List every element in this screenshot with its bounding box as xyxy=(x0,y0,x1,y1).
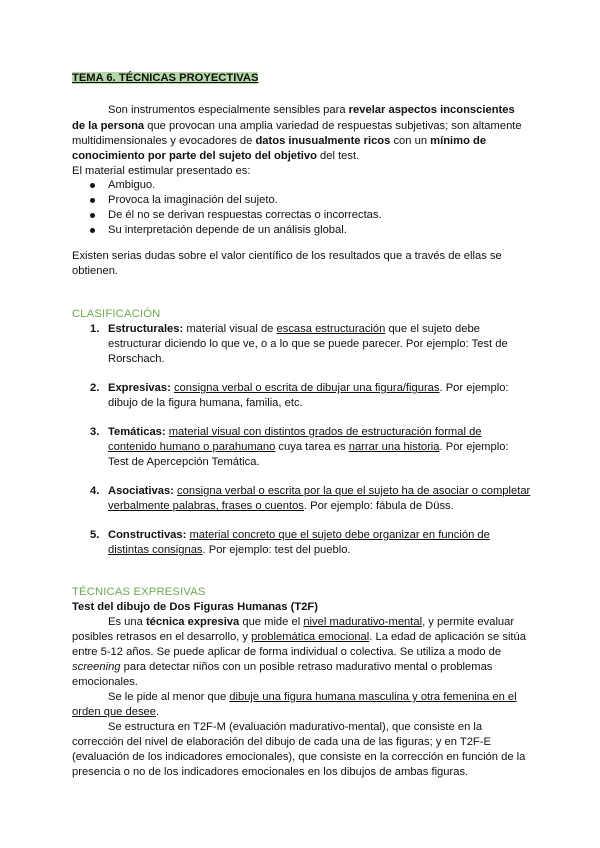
text-span: Asociativas: xyxy=(108,485,174,497)
text-span: orden que desee xyxy=(72,706,156,718)
intro-line-4 xyxy=(72,149,359,163)
text-span: revelar aspectos inconscientes xyxy=(348,104,515,116)
section-heading-clasificacion: CLASIFICACIÓN xyxy=(72,308,161,320)
text-span: escasa estructuración xyxy=(276,323,386,335)
text-span: Se le pide al menor que xyxy=(108,691,230,703)
text-span: Son instrumentos especialmente sensibles para xyxy=(108,104,349,116)
text-span: mínimo de xyxy=(430,135,487,147)
t2f-p1-line-1 xyxy=(108,615,514,629)
section-heading-tecnicas-expresivas: TÉCNICAS EXPRESIVAS xyxy=(72,586,206,598)
intro-line-2 xyxy=(72,119,522,133)
text-span: contenido humano o parahumano xyxy=(108,441,276,453)
text-span: de la persona xyxy=(72,120,145,132)
text-span: . Por ejemplo: fábula de Düss. xyxy=(303,500,454,512)
bullet-dot xyxy=(90,183,95,188)
text-span: que el sujeto debe xyxy=(385,323,480,335)
text-span: cuya tarea es xyxy=(275,441,349,453)
bullet-dot xyxy=(90,213,95,218)
text-span: con un xyxy=(390,135,431,147)
text-span: que mide el xyxy=(239,616,304,628)
intro-line-1 xyxy=(108,103,515,117)
text-span: dibuje una figura humana masculina y otra femenina en el xyxy=(229,691,517,703)
list-item-2-line-2: dibujo de la figura humana, familia, etc. xyxy=(108,397,303,409)
text-span: consigna verbal o escrita de dibujar una figura/figuras xyxy=(173,382,440,394)
text-span: posibles retrasos en el desarrollo, y xyxy=(72,631,252,643)
text-span: nivel madurativo-mental xyxy=(303,616,423,628)
subheading-t2f: Test del dibujo de Dos Figuras Humanas (T2F) xyxy=(72,601,318,613)
t2f-p3-line-2: corrección del nivel de elaboración del dibujo de cada una de las figuras; y en T2F-E xyxy=(72,736,491,748)
list-item-4-line-2 xyxy=(108,499,454,513)
text-span: Estructurales: xyxy=(108,323,184,335)
list-item-3-line-2 xyxy=(108,440,509,454)
text-span: para detectar niños con un posible retraso madurativo mental o problemas xyxy=(120,661,493,673)
text-span: Constructivas: xyxy=(108,529,187,541)
title-text: TEMA 6. TÉCNICAS PROYECTIVAS xyxy=(72,72,259,84)
text-span: técnica expresiva xyxy=(145,616,240,628)
text-span: datos inusualmente ricos xyxy=(255,135,391,147)
text-span: . xyxy=(155,706,160,718)
list-item-3-line-1 xyxy=(108,425,482,439)
t2f-p2-line-2 xyxy=(72,705,159,719)
t2f-p1-line-3: entre 5-12 años. Se puede aplicar de forma individual o colectiva. Se utiliza a modo de xyxy=(72,646,502,658)
text-span: verbalmente palabras, frases o cuentos xyxy=(108,500,304,512)
bullet-item: Su interpretación depende de un análisis global. xyxy=(108,224,347,236)
text-span: Temáticas: xyxy=(108,426,166,438)
text-span: problemática emocional xyxy=(251,631,370,643)
text-span: Expresivas: xyxy=(108,382,171,394)
bullet-item: Provoca la imaginación del sujeto. xyxy=(108,194,278,206)
t2f-p2-line-1 xyxy=(108,690,517,704)
text-span: multidimensionales y evocadores de xyxy=(72,135,256,147)
text-span: material concreto que el sujeto debe organizar en función de xyxy=(189,529,490,541)
bullet-item: Ambiguo. xyxy=(108,179,156,191)
text-span: conocimiento por parte del sujeto del objetivo xyxy=(72,150,317,162)
list-item-2-line-1 xyxy=(108,381,509,395)
text-span: narrar una historia xyxy=(348,441,440,453)
t2f-p3-line-4: presencia o no de los indicadores emocionales en los dibujos de ambas figuras. xyxy=(72,766,469,778)
doubts-line-1: Existen serias dudas sobre el valor científico de los resultados que a través de ellas se xyxy=(72,250,502,262)
text-span: . Por ejemplo: test del pueblo. xyxy=(202,544,351,556)
list-number: 3. xyxy=(90,426,100,438)
text-span: Es una xyxy=(108,616,146,628)
t2f-p1-line-5: emocionales. xyxy=(72,676,138,688)
t2f-p3-line-1: Se estructura en T2F-M (evaluación madurativo-mental), que consiste en la xyxy=(108,721,483,733)
text-span: que provocan una amplia variedad de respuestas subjetivas; son altamente xyxy=(144,120,522,132)
t2f-p1-line-4 xyxy=(72,660,492,674)
list-number: 5. xyxy=(90,529,100,541)
list-item-4-line-1 xyxy=(108,484,530,498)
intro-line-3 xyxy=(72,134,486,148)
page-title xyxy=(72,71,258,85)
bullet-dot xyxy=(90,228,95,233)
text-span: del test. xyxy=(316,150,360,162)
list-item-3-line-3: Test de Apercepción Temática. xyxy=(108,456,260,468)
t2f-p1-line-2 xyxy=(72,630,526,644)
text-span: material visual con distintos grados de estructuración formal de xyxy=(168,426,482,438)
text-span: , y permite evaluar xyxy=(422,616,515,628)
text-span: consigna verbal o escrita por la que el sujeto ha de asociar o completar xyxy=(177,485,531,497)
text-span: screening xyxy=(72,661,121,673)
list-number: 4. xyxy=(90,485,100,497)
list-item-1-line-1 xyxy=(108,322,480,336)
bullet-dot xyxy=(90,198,95,203)
text-span: . Por ejemplo: xyxy=(439,382,509,394)
list-item-1-line-2: estructurar diciendo lo que ve, o a lo que se puede parecer. Por ejemplo: Test de xyxy=(108,338,508,350)
text-span: distintas consignas xyxy=(108,544,203,556)
list-item-1-line-3: Rorschach. xyxy=(108,353,165,365)
t2f-p3-line-3: (evaluación de los indicadores emocionales), que consiste en la corrección en función de la xyxy=(72,751,526,763)
text-span: . Por ejemplo: xyxy=(439,441,509,453)
text-span: . La edad de aplicación se sitúa xyxy=(369,631,526,643)
list-number: 1. xyxy=(90,323,100,335)
list-item-5-line-1 xyxy=(108,528,490,542)
bullet-item: De él no se derivan respuestas correctas o incorrectas. xyxy=(108,209,382,221)
list-number: 2. xyxy=(90,382,100,394)
list-item-5-line-2 xyxy=(108,543,351,557)
doubts-line-2: obtienen. xyxy=(72,265,119,277)
text-span: material visual de xyxy=(183,323,277,335)
intro-line-5: El material estimular presentado es: xyxy=(72,165,251,177)
